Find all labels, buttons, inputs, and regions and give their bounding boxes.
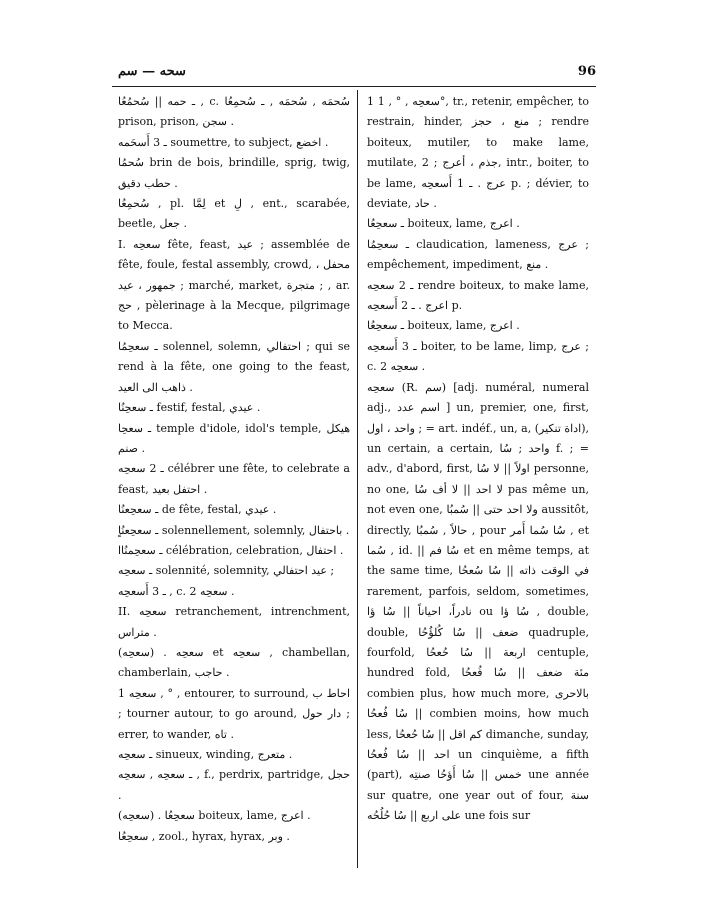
dictionary-entry: ـ سعحِه sinueux, winding, متعرج . bbox=[118, 748, 293, 761]
column-divider bbox=[357, 90, 358, 868]
left-column bbox=[118, 92, 350, 847]
dictionary-entry: (سعحِه) . سعحِعُا boiteux, lame, اعرج . bbox=[118, 809, 311, 823]
dictionary-entry: ـ سعحِه solennité, solemnity, عيد احتفالي ; bbox=[118, 564, 335, 578]
dictionary-entry: ـ سعحِا temple d'idole, idol's temple, هيكل صنم . bbox=[118, 421, 351, 455]
page-number: 96 bbox=[577, 64, 596, 79]
dictionary-entry: 1 سعحِه , ° , 1°, tr., retenir, empêcher, to restrain, hinder, منع ، حجز ; rendre boiteux, mutiler, to make lame, mutilate, جذم ، أعرج ; 2, intr., boiter, to be lame, عرج . ـ 1 أَسعحِه p. ; dévier, to deviate, حاد . bbox=[367, 95, 589, 211]
dictionary-entry: ـ 3 أَسحَمه soumettre, to subject, اخضع . bbox=[118, 135, 329, 149]
dictionary-entry: ـ 3 أَسعحِه , c. 2 سعحِه . bbox=[118, 584, 235, 598]
dictionary-entry: سُحمِعُا , pl. لِمَّا et لِ , ent., scarabée, beetle, جعل . bbox=[118, 197, 350, 231]
dictionary-entry: ـ سعحِه , سعحِه , f., perdrix, partridge, حجل . bbox=[118, 768, 350, 802]
dictionary-entry: سعحِعُا , zool., hyrax, hyrax, وبر . bbox=[118, 829, 290, 843]
dictionary-entry: ـ سعحِنُا festif, festal, عيدي . bbox=[118, 401, 261, 415]
dictionary-entry: ـ سعحِمُا claudication, lameness, عرج ; empêchement, impediment, منع . bbox=[367, 237, 589, 272]
dictionary-entry: ـ سعحِمنُاا célébration, celebration, احتفال . bbox=[118, 543, 344, 557]
dictionary-entry: ـ حمه || سُحمُعُا , c. سُحمَه , سُحمَه , ـ سُحمِعُا prison, prison, سجن . bbox=[118, 95, 350, 129]
guide-words: سحه — سم bbox=[118, 64, 186, 79]
page-header bbox=[112, 64, 596, 84]
dictionary-entry: 1 سعحِه , ° , entourer, to surround, احاط ب ; tourner autour, to go around, دار حول ; errer, to wander, تاه . bbox=[118, 686, 350, 741]
header-rule bbox=[112, 86, 596, 87]
dictionary-entry: سعحِه (R. سم) [adj. numéral, numeral adj., اسم عدد ] un, premier, one, first, واحد ، اول ; = art. indéf., un, a, (اداة تنكير), un certain, a certain, واحد ; سُا f. ; = adv., d'abord, first, اولاً || لا سُا personne, no one, لا احد || لا أف سُا pas même un, not even one, ولا احد حتى || سُمبُا aussitôt, directly, حالاً , سُمبُا , pour سُا سُما أَمر , et سُما , id. || سُا فم et en même temps, at the same time, في الوقت ذاته || سُا سُعحُا rarement, parfois, seldom, sometimes, نادراً، احياناً || سُا ؤا ou سُا ؤا , double, double, ضعف || سُا كُلؤُحُا quadruple, fourfold, اربعة || سُا حُعحُا centuple, hundred fold, مئة ضعف || سُا فُعحُا combien plus, how much more, بالاحرى || سُا فُعحُا combien moins, how much less, كم اقل || سُا حُعحُا dimanche, sunday, احد || سُا فُعحُا un cinquième, a fifth (part), خمس || سُا أَؤحُا صنتِه une année sur quatre, one year out of four, سنة على اربع || سُا حُلُحُه une fois sur bbox=[367, 380, 590, 823]
dictionary-entry: سُحمُا brin de bois, brindille, sprig, twig, حطب دقيق . bbox=[118, 156, 350, 190]
dictionary-entry: I. سعحِه fête, feast, عيد ; assemblée de fête, foule, festal assembly, crowd, محفل ، جمهور ، عيد ; marché, market, متجرة ; , ar. حج , pèlerinage à la Mecque, pilgrimage to Mecca. bbox=[118, 237, 351, 333]
dictionary-entry: ـ 2 سعحِه célébrer une fête, to celebrate a feast, احتفل بعيد . bbox=[118, 462, 350, 496]
dictionary-entry: ـ 3 أَسعحِه boiter, to be lame, limp, عرج ; c. 2 سعحِه . bbox=[367, 339, 589, 374]
dictionary-entry: ـ سعحِعنُا de fête, festal, عيدي . bbox=[118, 503, 277, 517]
dictionary-entry: ـ 2 سعحِه rendre boiteux, to make lame, اعرج . ـ 2 أَسعحِه p. bbox=[367, 278, 589, 313]
dictionary-entry: ـ سعحِعُا boiteux, lame, اعرج . bbox=[367, 319, 520, 333]
dictionary-entry: II. سعحِه retranchement, intrenchment, متراس . bbox=[118, 605, 350, 639]
dictionary-entry: (سعحِه) . سعحِه et سعحِه , chambellan, chamberlain, حاجب . bbox=[118, 645, 350, 680]
dictionary-entry: ـ سعحِعنُاٍ solennellement, solemnly, باحتفال . bbox=[118, 523, 350, 537]
dictionary-entry: ـ سعحِمُا solennel, solemn, احتفالي ; qui se rend à la fête, one going to the feast, ذاهب الى العيد . bbox=[118, 339, 350, 394]
right-column bbox=[367, 92, 589, 827]
dictionary-entry: ـ سعحِعُا boiteux, lame, اعرج . bbox=[367, 217, 520, 231]
